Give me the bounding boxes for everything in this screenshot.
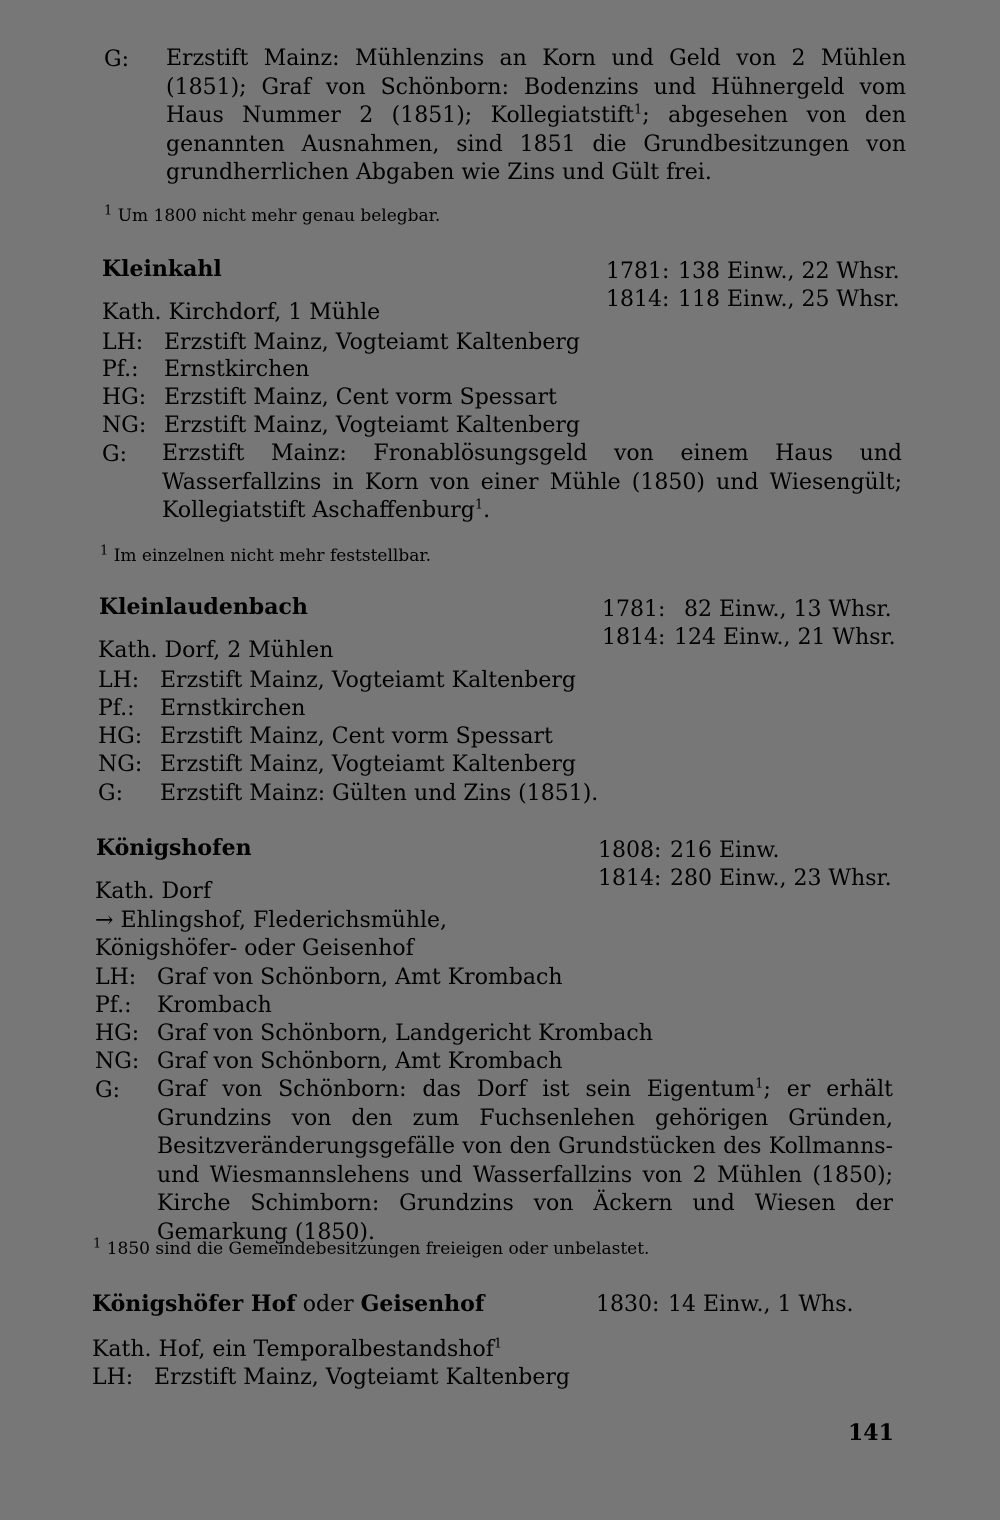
kleinkahl-lh: LH: Erzstift Mainz, Vogteiamt Kaltenberg xyxy=(102,330,580,355)
entry-title-geisenhof: Königshöfer Hof oder Geisenhof xyxy=(92,1291,485,1317)
kleinlaudenbach-stat-1781: 1781: 82 Einw., 13 Whsr. xyxy=(602,597,892,622)
top-g-label: G: xyxy=(104,47,129,72)
koenigshofen-type: Kath. Dorf xyxy=(95,879,212,904)
koenigshofen-stat-1808: 1808: 216 Einw. xyxy=(598,838,780,863)
entry-title-kleinkahl: Kleinkahl xyxy=(102,256,222,282)
koenigshofen-pf: Pf.: Krombach xyxy=(95,993,272,1018)
kleinkahl-pf: Pf.: Ernstkirchen xyxy=(102,357,310,382)
kleinkahl-stat-1781: 1781: 138 Einw., 22 Whsr. xyxy=(606,259,900,284)
koenigshofen-g-text: Graf von Schönborn: das Dorf ist sein Eigentum$^1$; er erhält Grundzins von den zum Fuchsenlehen gehörigen Gründen, Besitzveränderungsgefälle von den Grundstücken des Kollmanns- und Wiesmannslehens und Wasserfallzins von 2 Mühlen (1850); Kirche Schimborn: Grundzins von Äckern und Wiesen der Gemarkung (1850). xyxy=(157,1076,893,1245)
kleinlaudenbach-hg: HG: Erzstift Mainz, Cent vorm Spessart xyxy=(98,724,553,749)
koenigshofen-ng: NG: Graf von Schönborn, Amt Krombach xyxy=(95,1049,563,1074)
page-number: 141 xyxy=(848,1420,894,1446)
koenigshofen-g-label: G: xyxy=(95,1078,120,1103)
koenigshofen-hg: HG: Graf von Schönborn, Landgericht Krombach xyxy=(95,1021,653,1046)
geisenhof-stat-1830: 1830: 14 Einw., 1 Whs. xyxy=(596,1292,854,1317)
kleinlaudenbach-ng: NG: Erzstift Mainz, Vogteiamt Kaltenberg xyxy=(98,752,576,777)
top-g-text: Erzstift Mainz: Mühlenzins an Korn und Geld von 2 Mühlen (1851); Graf von Schönborn: Bodenzins und Hühnergeld vom Haus Nummer 2 (1851); Kollegiatstift$^1$; abgesehen von den genannten Ausnahmen, sind 1851 die Grundbesitzungen von grundherrlichen Abgaben wie Zins und Gült frei. xyxy=(166,46,906,185)
kleinlaudenbach-lh: LH: Erzstift Mainz, Vogteiamt Kaltenberg xyxy=(98,668,576,693)
koenigshofen-parts-1: → Ehlingshof, Flederichsmühle, xyxy=(95,908,448,933)
koenigshofen-lh: LH: Graf von Schönborn, Amt Krombach xyxy=(95,965,563,990)
koenigshofen-parts-2: Königshöfer- oder Geisenhof xyxy=(95,936,414,961)
arrow-right-icon: → xyxy=(95,908,114,933)
kleinkahl-footnote: $^1$ Im einzelnen nicht mehr feststellbar. xyxy=(100,543,432,566)
entry-title-koenigshofen: Königshofen xyxy=(96,835,252,861)
entry-title-kleinlaudenbach: Kleinlaudenbach xyxy=(99,594,308,620)
geisenhof-type: Kath. Hof, ein Temporalbestandshof$^1$ xyxy=(92,1336,503,1362)
kleinlaudenbach-g: G: Erzstift Mainz: Gülten und Zins (1851). xyxy=(98,781,599,806)
kleinkahl-ng: NG: Erzstift Mainz, Vogteiamt Kaltenberg xyxy=(102,413,580,438)
kleinkahl-stat-1814: 1814: 118 Einw., 25 Whsr. xyxy=(606,287,900,312)
koenigshofen-footnote: $^1$ 1850 sind die Gemeindebesitzungen freieigen oder unbelastet. xyxy=(93,1236,650,1259)
koenigshofen-stat-1814: 1814: 280 Einw., 23 Whsr. xyxy=(598,866,892,891)
geisenhof-lh: LH: Erzstift Mainz, Vogteiamt Kaltenberg xyxy=(92,1365,570,1390)
kleinkahl-type: Kath. Kirchdorf, 1 Mühle xyxy=(102,300,381,325)
kleinkahl-hg: HG: Erzstift Mainz, Cent vorm Spessart xyxy=(102,385,557,410)
kleinlaudenbach-stat-1814: 1814: 124 Einw., 21 Whsr. xyxy=(602,625,896,650)
kleinkahl-g-text: Erzstift Mainz: Fronablösungsgeld von einem Haus und Wasserfallzins in Korn von einer Mühle (1850) und Wiesengült; Kollegiatstift Aschaffenburg$^1$. xyxy=(162,441,902,523)
kleinlaudenbach-pf: Pf.: Ernstkirchen xyxy=(98,696,306,721)
kleinlaudenbach-type: Kath. Dorf, 2 Mühlen xyxy=(98,638,334,663)
top-footnote: $^1$ Um 1800 nicht mehr genau belegbar. xyxy=(104,203,441,226)
kleinkahl-g-label: G: xyxy=(102,442,127,467)
